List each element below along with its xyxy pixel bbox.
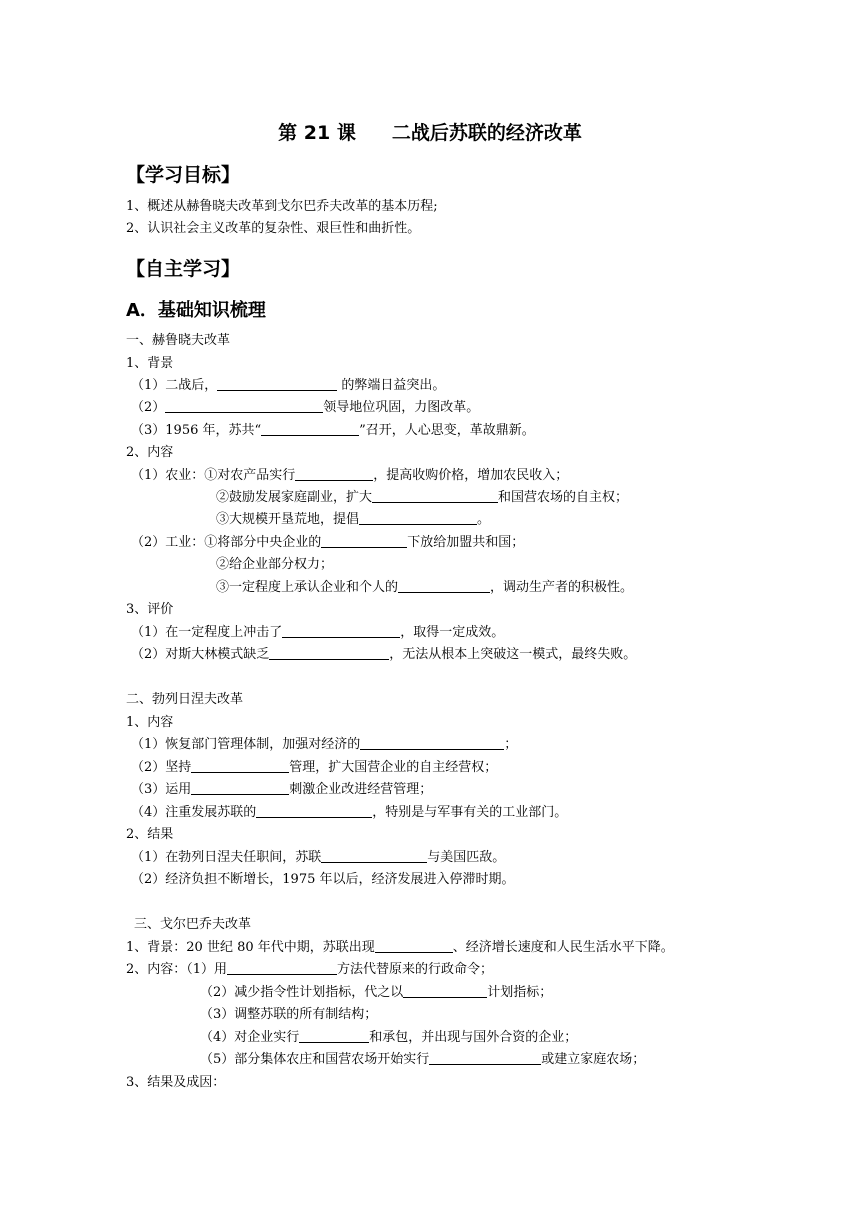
part3-content-line-4: （4）对企业实行 和承包，并出现与国外合资的企业； (200, 1030, 578, 1045)
part1-background-label: 1、背景 (126, 356, 174, 371)
part1-bg-line-1: （1）二战后， 的弊端日益突出。 (131, 378, 446, 393)
part1-bg-line-3: （3）1956 年，苏共“ ”召开，人心思变，革故鼎新。 (131, 423, 535, 438)
section-a-heading: A．基础知识梳理 (126, 300, 266, 321)
part2-result-label: 2、结果 (126, 827, 174, 842)
fill-blank[interactable] (403, 984, 487, 998)
part1-ind-line-1: （2）工业：①将部分中央企业的 下放给加盟共和国； (131, 535, 525, 550)
fill-blank[interactable] (217, 377, 337, 391)
part1-eval-label: 3、评价 (126, 602, 174, 617)
part2-content-line-2: （2）坚持 管理，扩大国营企业的自主经营权； (131, 760, 498, 775)
fill-blank[interactable] (256, 804, 372, 818)
fill-blank[interactable] (269, 646, 389, 660)
part2-content-line-3: （3）运用 刺激企业改进经营管理； (131, 782, 433, 797)
fill-blank[interactable] (299, 1029, 369, 1043)
part1-ind-line-2: ②给企业部分权力； (216, 557, 334, 572)
part3-content-line-2: （2）减少指令性计划指标，代之以 计划指标； (200, 985, 553, 1000)
part2-content-line-1: （1）恢复部门管理体制，加强对经济的 ； (131, 737, 518, 752)
fill-blank[interactable] (191, 759, 289, 773)
fill-blank[interactable] (360, 736, 504, 750)
part1-content-label: 2、内容 (126, 445, 174, 460)
fill-blank[interactable] (321, 849, 427, 863)
part2-content-line-4: （4）注重发展苏联的 ，特别是与军事有关的工业部门。 (131, 805, 568, 820)
fill-blank[interactable] (321, 534, 407, 548)
part1-ind-line-3: ③一定程度上承认企业和个人的 ，调动生产者的积极性。 (216, 580, 634, 595)
part3-result-label: 3、结果及成因： (126, 1075, 226, 1090)
part3-content-line-3: （3）调整苏联的所有制结构； (200, 1007, 378, 1022)
fill-blank[interactable] (375, 939, 453, 953)
fill-blank[interactable] (191, 781, 289, 795)
fill-blank[interactable] (227, 961, 337, 975)
goal-item: 2、认识社会主义改革的复杂性、艰巨性和曲折性。 (126, 221, 421, 236)
lesson-name: 二战后苏联的经济改革 (391, 122, 582, 144)
self-study-heading: 【自主学习】 (126, 258, 241, 280)
part1-agri-line-3: ③大规模开垦荒地，提倡 。 (216, 512, 491, 527)
fill-blank[interactable] (359, 511, 477, 525)
fill-blank[interactable] (429, 1051, 541, 1065)
part2-result-line-2: （2）经济负担不断增长，1975 年以后，经济发展进入停滞时期。 (131, 872, 515, 887)
part1-agri-line-2: ②鼓励发展家庭副业，扩大 和国营农场的自主权； (216, 490, 629, 505)
part3-content-line-5: （5）部分集体农庄和国营农场开始实行 或建立家庭农场； (200, 1052, 646, 1067)
fill-blank[interactable] (261, 422, 359, 436)
part3-heading: 三、戈尔巴乔夫改革 (134, 917, 252, 932)
page-title (0, 118, 860, 145)
fill-blank[interactable] (372, 489, 498, 503)
fill-blank[interactable] (295, 467, 373, 481)
part1-bg-line-2: （2） 领导地位巩固，力图改革。 (131, 400, 480, 415)
part1-eval-line-1: （1）在一定程度上冲击了 ，取得一定成效。 (131, 625, 505, 640)
part1-heading: 一、赫鲁晓夫改革 (126, 333, 231, 348)
lesson-number: 第 21 课 (278, 122, 356, 144)
fill-blank[interactable] (398, 579, 490, 593)
part2-result-line-1: （1）在勃列日涅夫任职间，苏联 与美国匹敌。 (131, 850, 506, 865)
fill-blank[interactable] (282, 624, 400, 638)
part2-content-label: 1、内容 (126, 715, 174, 730)
part3-content-line-1: 2、内容：（1）用 方法代替原来的行政命令； (126, 962, 494, 977)
part3-background-line: 1、背景：20 世纪 80 年代中期，苏联出现 、经济增长速度和人民生活水平下降。 (126, 940, 674, 955)
part1-eval-line-2: （2）对斯大林模式缺乏 ，无法从根本上突破这一模式，最终失败。 (131, 647, 637, 662)
fill-blank[interactable] (165, 399, 323, 413)
goals-heading: 【学习目标】 (126, 164, 241, 186)
part1-agri-line-1: （1）农业：①对农产品实行 ，提高收购价格，增加农民收入； (131, 468, 569, 483)
goal-item: 1、概述从赫鲁晓夫改革到戈尔巴乔夫改革的基本历程; (126, 199, 438, 214)
part2-heading: 二、勃列日涅夫改革 (126, 692, 244, 707)
